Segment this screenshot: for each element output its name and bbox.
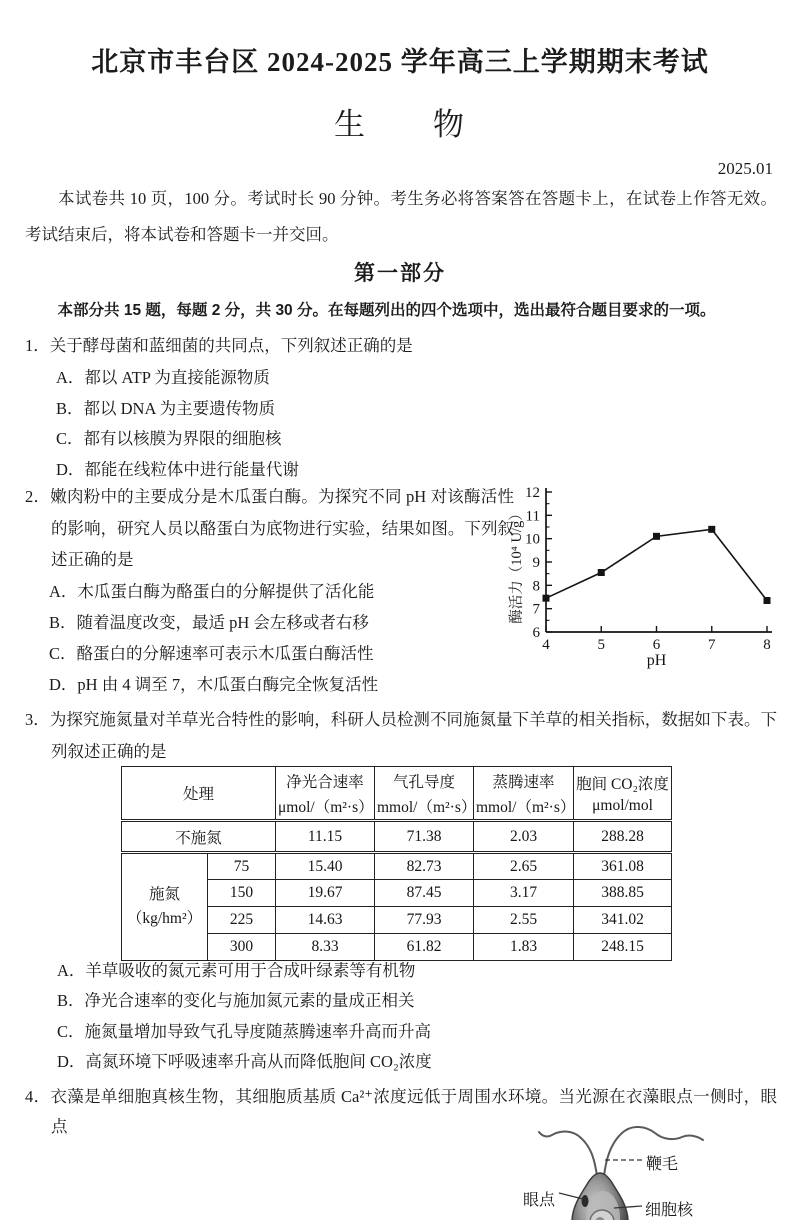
section-note: 本部分共 15 题，每题 2 分，共 30 分。在每题列出的四个选项中，选出最符合题目要求的一项。: [57, 302, 716, 319]
y-tick-label: 12: [525, 485, 540, 501]
exam-title: 北京市丰台区 2024-2025 学年高三上学期期末考试: [91, 47, 709, 77]
section-title: 第一部分: [354, 261, 446, 285]
data-point: [653, 533, 660, 540]
question-1-options: [56, 363, 777, 485]
question-1-option-d: D．都能在线粒体中进行能量代谢: [56, 459, 299, 479]
table-header-treatment: 处理: [122, 767, 276, 821]
y-tick-label: 11: [525, 508, 540, 525]
table-row-nitrogen-225: 225 14.63 77.93 2.55 341.02: [122, 907, 672, 934]
question-2-options: [49, 576, 514, 701]
enzyme-activity-chart: [510, 481, 796, 681]
table-header-net-photosynthesis: 净光合速率 μmol/（m²·s）: [276, 767, 375, 821]
question-2: [25, 481, 514, 701]
y-tick-label: 6: [532, 625, 540, 641]
eyespot-shape: [582, 1195, 589, 1207]
table-row-nitrogen-300: 300 8.33 61.82 1.83 248.15: [122, 934, 672, 961]
exam-date: 2025.01: [717, 159, 773, 178]
flagella-label: 鞭毛: [646, 1156, 679, 1173]
x-tick-label: 4: [542, 637, 550, 653]
question-3-option-c: C．施氮量增加导致气孔导度随蒸腾速率升高而升高: [57, 1021, 432, 1041]
question-3-options: [57, 956, 432, 1077]
question-3-number: 3．: [25, 710, 50, 729]
x-tick-label: 7: [708, 637, 716, 653]
question-1-number: 1．: [25, 336, 50, 355]
data-point: [708, 526, 715, 533]
question-3-stem: 3．为探究施氮量对羊草光合特性的影响，科研人员检测不同施氮量下羊草的相关指标，数据如下表。下列叙述正确的是: [25, 710, 778, 761]
question-3-option-a: A．羊草吸收的氮元素可用于合成叶绿素等有机物: [57, 961, 416, 980]
question-2-option-c: C．酪蛋白的分解速率可表示木瓜蛋白酶活性: [49, 644, 374, 664]
question-2-number: 2．: [25, 487, 51, 506]
question-1-option-b: B．都以 DNA 为主要遗传物质: [56, 398, 276, 418]
table-header-intercellular-co2: 胞间 CO₂浓度 μmol/mol: [574, 767, 672, 821]
data-point: [543, 595, 550, 602]
question-1-option-a: A．都以 ATP 为直接能源物质: [56, 368, 270, 387]
exam-intro: 本试卷共 10 页，100 分。考试时长 90 分钟。考生务必将答案答在答题卡上，在试卷上作答无效。考试结束后，将本试卷和答题卡一并交回。: [25, 189, 777, 244]
table-row-nitrogen-150: 150 19.67 87.45 3.17 388.85: [122, 880, 672, 907]
table-nitrogen-group-label: 施氮 （kg/hm²）: [122, 853, 208, 961]
table-row-nitrogen-75: 施氮 （kg/hm²） 75 15.40 82.73 2.65 361.08: [122, 853, 672, 880]
question-2-stem: 2．嫩肉粉中的主要成分是木瓜蛋白酶。为探究不同 pH 对该酶活性的影响，研究人员以酪蛋白为底物进行实验，结果如图。下列叙述正确的是: [25, 487, 515, 569]
data-point: [598, 569, 605, 576]
data-point: [764, 597, 771, 604]
nucleus-label: 细胞核: [645, 1202, 694, 1219]
eyespot-label: 眼点: [523, 1192, 556, 1209]
data-line: [546, 529, 767, 600]
photosynthesis-data-table: [121, 766, 672, 961]
x-tick-label: 8: [763, 637, 771, 653]
exam-subject: 生 物: [334, 107, 466, 142]
question-3-option-b: B．净光合速率的变化与施加氮元素的量成正相关: [57, 991, 415, 1011]
y-tick-label: 7: [532, 601, 540, 618]
table-header-transpiration-rate: 蒸腾速率 mmol/（m²·s）: [474, 767, 574, 821]
flagellum-left: [539, 1132, 597, 1176]
question-2-option-a: A．木瓜蛋白酶为酪蛋白的分解提供了活化能: [49, 581, 375, 601]
question-2-option-b: B．随着温度改变，最适 pH 会左移或者右移: [49, 612, 369, 632]
y-tick-label: 8: [532, 578, 540, 595]
table-row-no-nitrogen: 不施氮 11.15 71.38 2.03 288.28: [122, 821, 672, 853]
x-tick-label: 6: [652, 637, 661, 653]
question-4-stem: 4．衣藻是单细胞真核生物，其细胞质基质 Ca²⁺浓度远低于周围水环境。当光源在衣藻眼点一侧时，眼点: [25, 1087, 777, 1136]
x-tick-label: 5: [597, 637, 605, 653]
x-axis-label: pH: [646, 652, 667, 669]
y-tick-label: 9: [532, 555, 540, 571]
question-3-option-d: D．高氮环境下呼吸速率升高从而降低胞间 CO₂浓度: [57, 1051, 432, 1071]
question-3: [25, 704, 777, 767]
question-1-option-c: C．都有以核膜为界限的细胞核: [56, 429, 282, 448]
question-1: [25, 331, 777, 485]
question-2-option-d: D．pH 由 4 调至 7，木瓜蛋白酶完全恢复活性: [49, 675, 379, 695]
question-1-stem: 1．关于酵母菌和蓝细菌的共同点，下列叙述正确的是: [25, 336, 413, 355]
question-4-number: 4．: [25, 1087, 51, 1106]
chart-y-axis-label: 酶活力（10⁴ U/g）: [509, 506, 525, 624]
y-tick-label: 10: [525, 531, 540, 548]
table-header-row: [122, 767, 672, 821]
table-header-stomatal-conductance: 气孔导度 mmol/（m²·s）: [375, 767, 474, 821]
